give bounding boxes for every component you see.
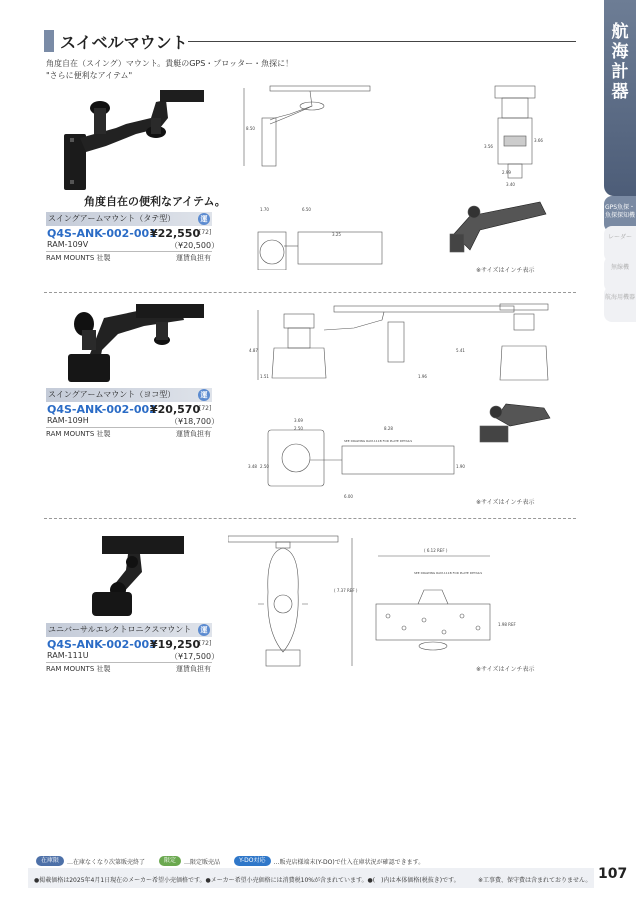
side-tab-radar[interactable]: レーダー	[604, 226, 636, 262]
legend-pill-limited: 限定	[159, 856, 181, 866]
product-1-name: スイングアームマウント（タテ型）	[46, 212, 212, 226]
product-2-price-note: [72]	[199, 405, 212, 412]
d3-label-c: SEE DRAWING RAM-111B FOR PLATE DETAILS	[414, 571, 483, 575]
product-3-inch-note: ※サイズはインチ表示	[476, 666, 535, 673]
product-3-name: ユニバーサルエレクトロニクスマウント	[46, 623, 212, 637]
product-2-name: スイングアームマウント（ヨコ型）	[46, 388, 212, 402]
product-1-shipping: 運賃負担有	[176, 254, 211, 262]
product-photo-ram-111u	[88, 532, 188, 620]
product-2-shipping: 運賃負担有	[176, 430, 211, 438]
product-1-price: ¥22,550	[150, 227, 201, 240]
d2-label-d: 1.96	[418, 374, 427, 379]
side-tab-main-label: 航 海 計 器	[611, 22, 629, 102]
side-tab-gps[interactable]: GPS魚探・魚探探知機	[604, 196, 636, 232]
d1-label-d: 3.40	[506, 182, 515, 187]
d1-label-h: 8.50	[246, 126, 255, 131]
product-3-sub-price: （¥17,500）	[170, 652, 220, 661]
d1-label-e: 1.70	[260, 207, 269, 212]
legend-row	[36, 856, 438, 866]
product-1-price-note: [72]	[199, 229, 212, 236]
product-2-code[interactable]: Q4S-ANK-002-002	[47, 403, 157, 416]
product-2-rule	[46, 427, 212, 428]
separator-1	[44, 292, 576, 293]
side-tab-main[interactable]	[604, 0, 636, 196]
product-3-price: ¥19,250	[150, 638, 201, 651]
legend-text-limited: …限定販売品	[184, 858, 221, 866]
product-2-maker: RAM MOUNTS 社製	[46, 430, 111, 438]
product-2-inch-note: ※サイズはインチ表示	[476, 499, 535, 506]
legend-text-stock: …在庫なくなり次第販売終了	[67, 858, 146, 866]
product-1-sub-price: （¥20,500）	[170, 241, 220, 250]
product-2-shipping-badge: 運	[198, 389, 210, 401]
product-1-model: RAM-109V	[47, 240, 89, 249]
d1-label-c: 2.99	[502, 170, 511, 175]
d2-label-i: 2.50	[260, 464, 269, 469]
product-3-shipping: 運賃負担有	[176, 665, 211, 673]
product-3-shipping-badge: 運	[198, 624, 210, 636]
d1-label-b: 3.66	[534, 138, 543, 143]
d2-label-g: 8.28	[384, 426, 393, 431]
technical-drawing-2	[244, 300, 570, 500]
d2-label-l: SEE DRAWING RAM-111B FOR PLATE DETAILS	[344, 439, 413, 443]
product-1-code[interactable]: Q4S-ANK-002-001	[47, 227, 157, 240]
product-3-rule	[46, 662, 212, 663]
product-3-code[interactable]: Q4S-ANK-002-003	[47, 638, 157, 651]
product-photo-ram-109v	[56, 88, 206, 192]
d2-label-f: 2.50	[294, 426, 303, 431]
legend-text-ydo: …販売店様端末(Y-DO)で仕入在庫状況が確認できます。	[273, 858, 425, 866]
footer-note-right: ※工事費、保守費は含まれておりません。	[478, 877, 592, 884]
separator-2	[44, 518, 576, 519]
product-3-maker: RAM MOUNTS 社製	[46, 665, 111, 673]
d1-label-f: 6.50	[302, 207, 311, 212]
legend-pill-stock: 在庫限	[36, 856, 64, 866]
product-1-caption: 角度自在の便利なアイテム。	[84, 195, 226, 208]
product-photo-ram-109h	[64, 304, 208, 384]
product-2-price: ¥20,570	[150, 403, 201, 416]
header-rule	[188, 41, 576, 42]
d2-label-c: 1.51	[260, 374, 269, 379]
product-2-sub-price: （¥18,700）	[170, 417, 220, 426]
header-accent-bar	[44, 30, 54, 52]
d2-label-j: 1.90	[456, 464, 465, 469]
d3-label-a: ( 7.37 REF )	[334, 588, 358, 593]
subtitle-line-1: 角度自在（スイング）マウント。貴艇のGPS・プロッター・魚探に！	[46, 59, 294, 68]
d2-label-k: 6.00	[344, 494, 353, 499]
page-number: 107	[598, 866, 628, 882]
product-1-maker: RAM MOUNTS 社製	[46, 254, 111, 262]
d3-label-b: ( 6.12 REF )	[424, 548, 448, 553]
technical-drawing-3	[228, 532, 528, 672]
product-3-price-note: [72]	[199, 640, 212, 647]
d1-label-a: 3.56	[484, 144, 493, 149]
product-3-model: RAM-111U	[47, 651, 89, 660]
product-1-rule	[46, 251, 212, 252]
technical-drawing-1	[240, 84, 570, 270]
d3-label-d: 1.98 REF	[498, 622, 516, 627]
d2-label-e: 3.69	[294, 418, 303, 423]
d2-label-h: 3.48	[248, 464, 257, 469]
side-tab-strip	[604, 0, 636, 900]
product-2-model: RAM-109H	[47, 416, 89, 425]
footer-note-left: ●掲載価格は2025年4月1日現在のメーカー希望小売価格です。●メーカー希望小売価格には消費税10%が含まれています。●( )内は本体価格(税抜き)です。	[34, 877, 460, 884]
d1-label-g: 3.25	[332, 232, 341, 237]
product-1-inch-note: ※サイズはインチ表示	[476, 267, 535, 274]
product-1-shipping-badge: 運	[198, 213, 210, 225]
page-subtitle	[46, 58, 293, 82]
subtitle-line-2: "さらに便利なアイテム"	[46, 71, 133, 80]
d2-label-a: 4.87	[249, 348, 258, 353]
side-tab-radio[interactable]: 無線機	[604, 256, 636, 292]
legend-pill-ydo: Y-DO対応	[234, 856, 270, 866]
d2-label-b: 5.41	[456, 348, 465, 353]
side-tab-nav[interactable]: 航海用機器	[604, 286, 636, 322]
page-title: スイベルマウント	[60, 33, 188, 52]
